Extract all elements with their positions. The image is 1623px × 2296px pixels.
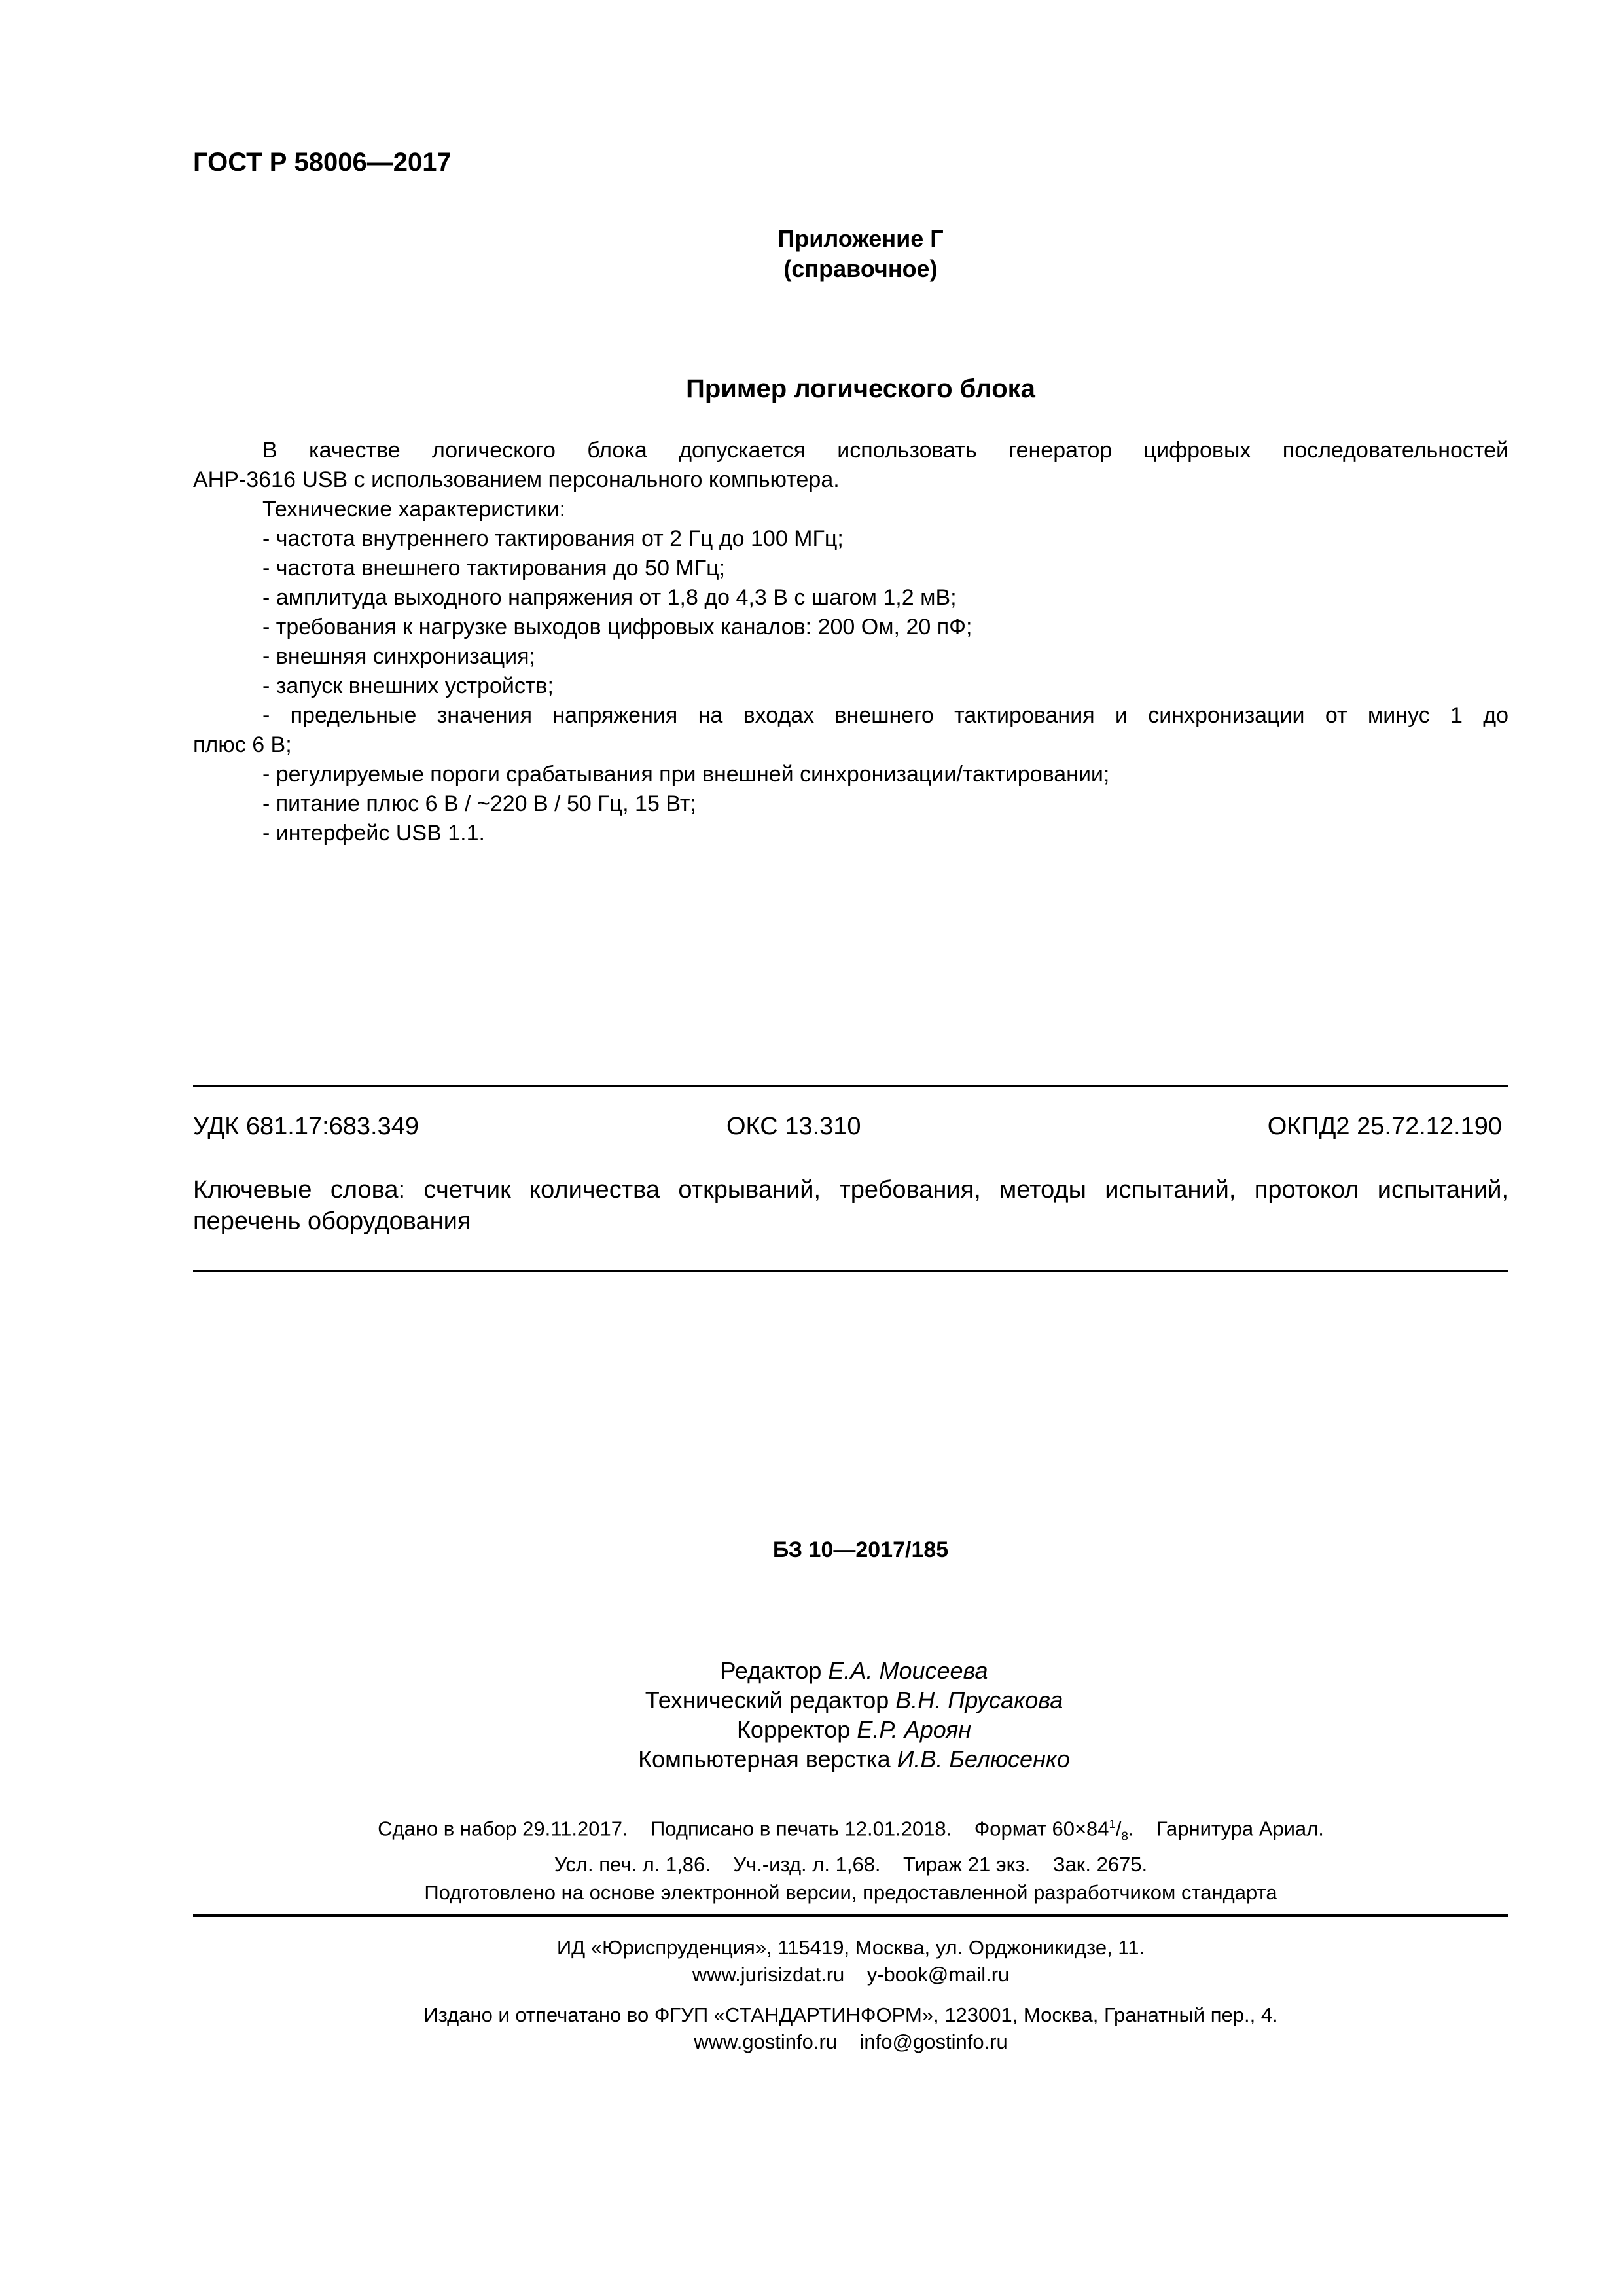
spec-item: - требования к нагрузке выходов цифровых каналов: 200 Ом, 20 пФ; bbox=[262, 615, 972, 639]
spec-item: - частота внутреннего тактирования от 2 Гц до 100 МГц; bbox=[262, 526, 844, 551]
appendix-heading bbox=[0, 224, 1623, 284]
divider-top bbox=[193, 1085, 1508, 1087]
specs-heading: Технические характеристики: bbox=[262, 497, 566, 522]
spec-item-long-line1: - предельные значения напряжения на входах внешнего тактирования и синхронизации от минус 1 до bbox=[262, 703, 1508, 728]
standard-header: ГОСТ Р 58006—2017 bbox=[193, 148, 452, 177]
spec-item: - амплитуда выходного напряжения от 1,8 до 4,3 В с шагом 1,2 мВ; bbox=[262, 585, 957, 610]
spec-item: - запуск внешних устройств; bbox=[262, 673, 554, 698]
printer-address: Издано и отпечатано во ФГУП «СТАНДАРТИНФОРМ», 123001, Москва, Гранатный пер., 4. bbox=[423, 2003, 1278, 2026]
spec-item: - интерфейс USB 1.1. bbox=[262, 821, 485, 846]
divider-bottom bbox=[193, 1270, 1508, 1272]
spec-item: - частота внешнего тактирования до 50 МГц; bbox=[262, 556, 726, 581]
spec-item: - внешняя синхронизация; bbox=[262, 644, 536, 669]
bz-number: БЗ 10—2017/185 bbox=[772, 1537, 949, 1562]
imprint-line-2: Усл. печ. л. 1,86. Уч.-изд. л. 1,68. Тираж 21 экз. Зак. 2675. bbox=[554, 1852, 1148, 1876]
spec-item: - регулируемые пороги срабатывания при внешней синхронизации/тактировании; bbox=[262, 762, 1110, 787]
body-text bbox=[193, 436, 1508, 848]
publisher-block bbox=[0, 1934, 1623, 1988]
spec-item: - питание плюс 6 В / ~220 В / 50 Гц, 15 Вт; bbox=[262, 791, 696, 816]
divider-imprint bbox=[193, 1914, 1508, 1917]
credit-layout: Компьютерная верстка И.В. Белюсенко bbox=[638, 1746, 1070, 1772]
intro-line-2: АНР-3616 USB с использованием персонального компьютера. bbox=[193, 467, 840, 492]
intro-line-1: В качестве логического блока допускается использовать генератор цифровых последовательностей bbox=[262, 438, 1508, 463]
appendix-kind: (справочное) bbox=[783, 255, 938, 282]
publisher-contacts bbox=[79, 1961, 1623, 1988]
keywords: Ключевые слова: счетчик количества открываний, требования, методы испытаний, протокол испытаний, перечень оборудования bbox=[193, 1176, 1508, 1235]
printer-block bbox=[0, 2001, 1623, 2055]
publisher-site-link[interactable]: www.jurisizdat.ru bbox=[692, 1963, 845, 1986]
imprint-line-1: Сдано в набор 29.11.2017. Подписано в печать 12.01.2018. Формат $60\times 84^1/_8$. Гарнитура Ариал. bbox=[378, 1817, 1324, 1843]
udk-code: УДК 681.17:683.349 bbox=[193, 1113, 419, 1140]
printer-site-link[interactable]: www.gostinfo.ru bbox=[694, 2030, 838, 2053]
imprint-prepared: Подготовлено на основе электронной версии, предоставленной разработчиком стандарта bbox=[424, 1880, 1277, 1904]
publisher-address: ИД «Юриспруденция», 115419, Москва, ул. Орджоникидзе, 11. bbox=[556, 1936, 1145, 1959]
credit-proofreader: Корректор Е.Р. Ароян bbox=[736, 1716, 972, 1743]
credit-tech-editor: Технический редактор В.Н. Прусакова bbox=[645, 1687, 1063, 1713]
publisher-mail-link[interactable]: y-book@mail.ru bbox=[866, 1963, 1010, 1986]
printer-mail-link[interactable]: info@gostinfo.ru bbox=[859, 2030, 1008, 2053]
okpd-code: ОКПД2 25.72.12.190 bbox=[1267, 1113, 1502, 1140]
spec-item-long-line2: плюс 6 В; bbox=[193, 732, 292, 757]
imprint-block bbox=[0, 1810, 1623, 1907]
printer-contacts bbox=[79, 2028, 1623, 2055]
credits-block bbox=[0, 1656, 1623, 1774]
appendix-label: Приложение Г bbox=[777, 225, 944, 252]
appendix-title: Пример логического блока bbox=[686, 374, 1035, 403]
oks-code: ОКС 13.310 bbox=[726, 1113, 861, 1140]
credit-editor: Редактор Е.А. Моисеева bbox=[720, 1657, 988, 1684]
